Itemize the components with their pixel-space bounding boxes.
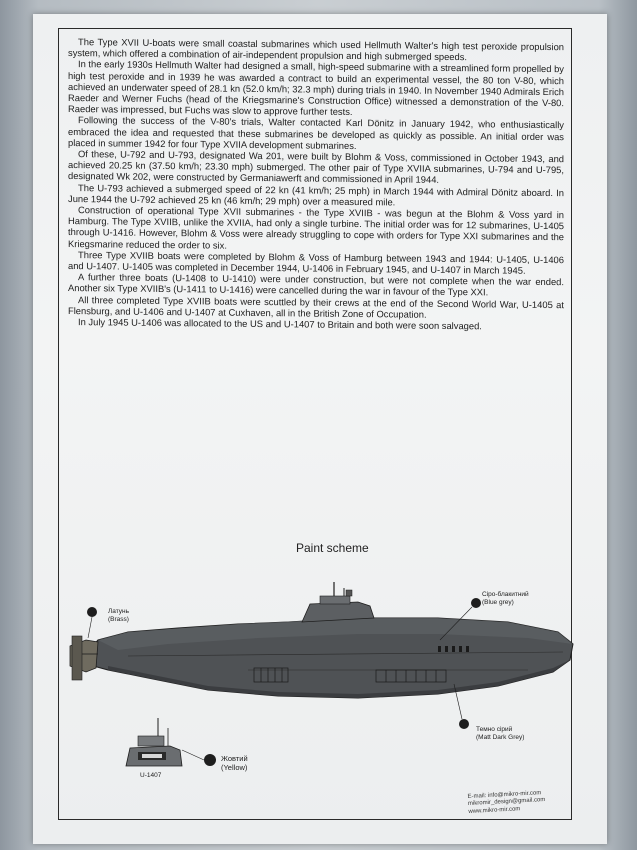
paragraph-5: The U-793 achieved a submerged speed of 22 kn (41 km/h; 25 mph) in March 1944 with Admiral Dönitz aboard. In June 1944 the U-792 achieved 25 kn (46 km/h; 29 mph) over a measured mile. [68, 181, 564, 208]
contact-email-2: mikromir_design@gmail.com [467, 797, 546, 808]
paragraph-9: All three completed Type XVIIB boats were scuttled by their crews at the end of the Second World War, U-1405 at Flensburg, and U-1406 and U-1407 at Cuxhaven, all in the British Zone of Occupation. [68, 293, 564, 320]
brass-label [108, 608, 129, 623]
brass-label-ru: Латунь [108, 608, 130, 615]
paint-scheme-heading: Paint scheme [296, 541, 369, 555]
paragraph-1: The Type XVII U-boats were small coastal submarines which used Hellmuth Walter's high test peroxide propulsion system, which offered a combination of air-independent propulsion and high submerged speeds. [68, 36, 564, 63]
brass-label-en: (Brass) [108, 615, 129, 623]
history-text [68, 36, 564, 332]
contact-website: www.mikro-mir.com [468, 806, 521, 815]
stern-propeller [70, 636, 98, 680]
paragraph-8: A further three boats (U-1408 to U-1410) were under construction, but were not complete when the war ended. Another six Type XVIIB's (U-1411 to U-1416) were cancelled during the war in favour of the Type XXI. [68, 271, 564, 298]
tower-detail [126, 718, 182, 766]
blue-grey-label-ru: Сіро-блакитний [482, 591, 529, 598]
dark-grey-label-ru: Темно сірий [476, 726, 513, 733]
yellow-label-ru: Жовтий [221, 754, 248, 763]
paragraph-10: In July 1945 U-1406 was allocated to the US and U-1407 to Britain and both were soon salvaged. [78, 316, 482, 332]
paragraph-2: In the early 1930s Hellmuth Walter had designed a small, high-speed submarine with a streamlined form propelled by high test peroxide and in 1939 he was awarded a contract to build an experimental vessel, the 80 ton V-80, which achieved an underwater speed of 28.1 kn (52.0 km/h; 32.3 mph) during trials in 1940. In November 1940 Admirals Erich Raeder and Werner Fuchs (head of the Kriegsmarine's Construction Office) witnessed a demonstration of the V-80. Raeder was impressed, but Fuchs was slow to approve further tests. [68, 58, 564, 118]
yellow-label-en: (Yellow) [221, 763, 248, 772]
dark-grey-label [476, 726, 524, 741]
paragraph-6: Construction of operational Type XVII submarines - the Type XVIIB - was begun at the Blohm & Voss yard in Hamburg. The Type XVIIB, unlike the XVIIA, had only a single turbine. The initial order was for 12 submarines, U-1405 through U-1416. However, Blohm & Voss were already struggling to cope with orders for Type XXI submarines and the Kriegsmarine reduced the order to six. [68, 204, 564, 251]
yellow-label [221, 754, 248, 772]
paragraph-4: Of these, U-792 and U-793, designated Wa 201, were built by Blohm & Voss, commissioned in October 1943, and achieved 20.25 kn (37.50 km/h; 23.30 mph) submerged. The other pair of Type XVIIA submarines, U-794 and U-795, designated Wk 202, were constructed by Germaniawerft and commissioned in April 1944. [68, 148, 564, 186]
paragraph-7: Three Type XVIIB boats were completed by Blohm & Voss of Hamburg between 1943 and 1944: U-1405, U-1406 and U-1407. U-1405 was completed in December 1944, U-1406 in February 1945, and U-1407 in March 1945. [68, 248, 564, 276]
blue-grey-label [482, 591, 529, 606]
submarine-hull [86, 615, 573, 698]
conning-tower [302, 582, 374, 622]
dark-grey-label-en: (Matt Dark Grey) [476, 733, 525, 741]
contact-info [467, 790, 546, 816]
paragraph-3: Following the success of the V-80's trials, Walter contacted Karl Dönitz in January 1942, who enthusiastically embraced the idea and requested that these submarines be developed as quickly as possible. An initial order was placed in summer 1942 for four Type XVIIA development submarines. [68, 114, 564, 151]
boat-number-caption: U-1407 [140, 772, 162, 779]
contact-email: E-mail: info@mikro-mir.com [467, 790, 542, 801]
blue-grey-label-en: (Blue grey) [482, 598, 514, 606]
